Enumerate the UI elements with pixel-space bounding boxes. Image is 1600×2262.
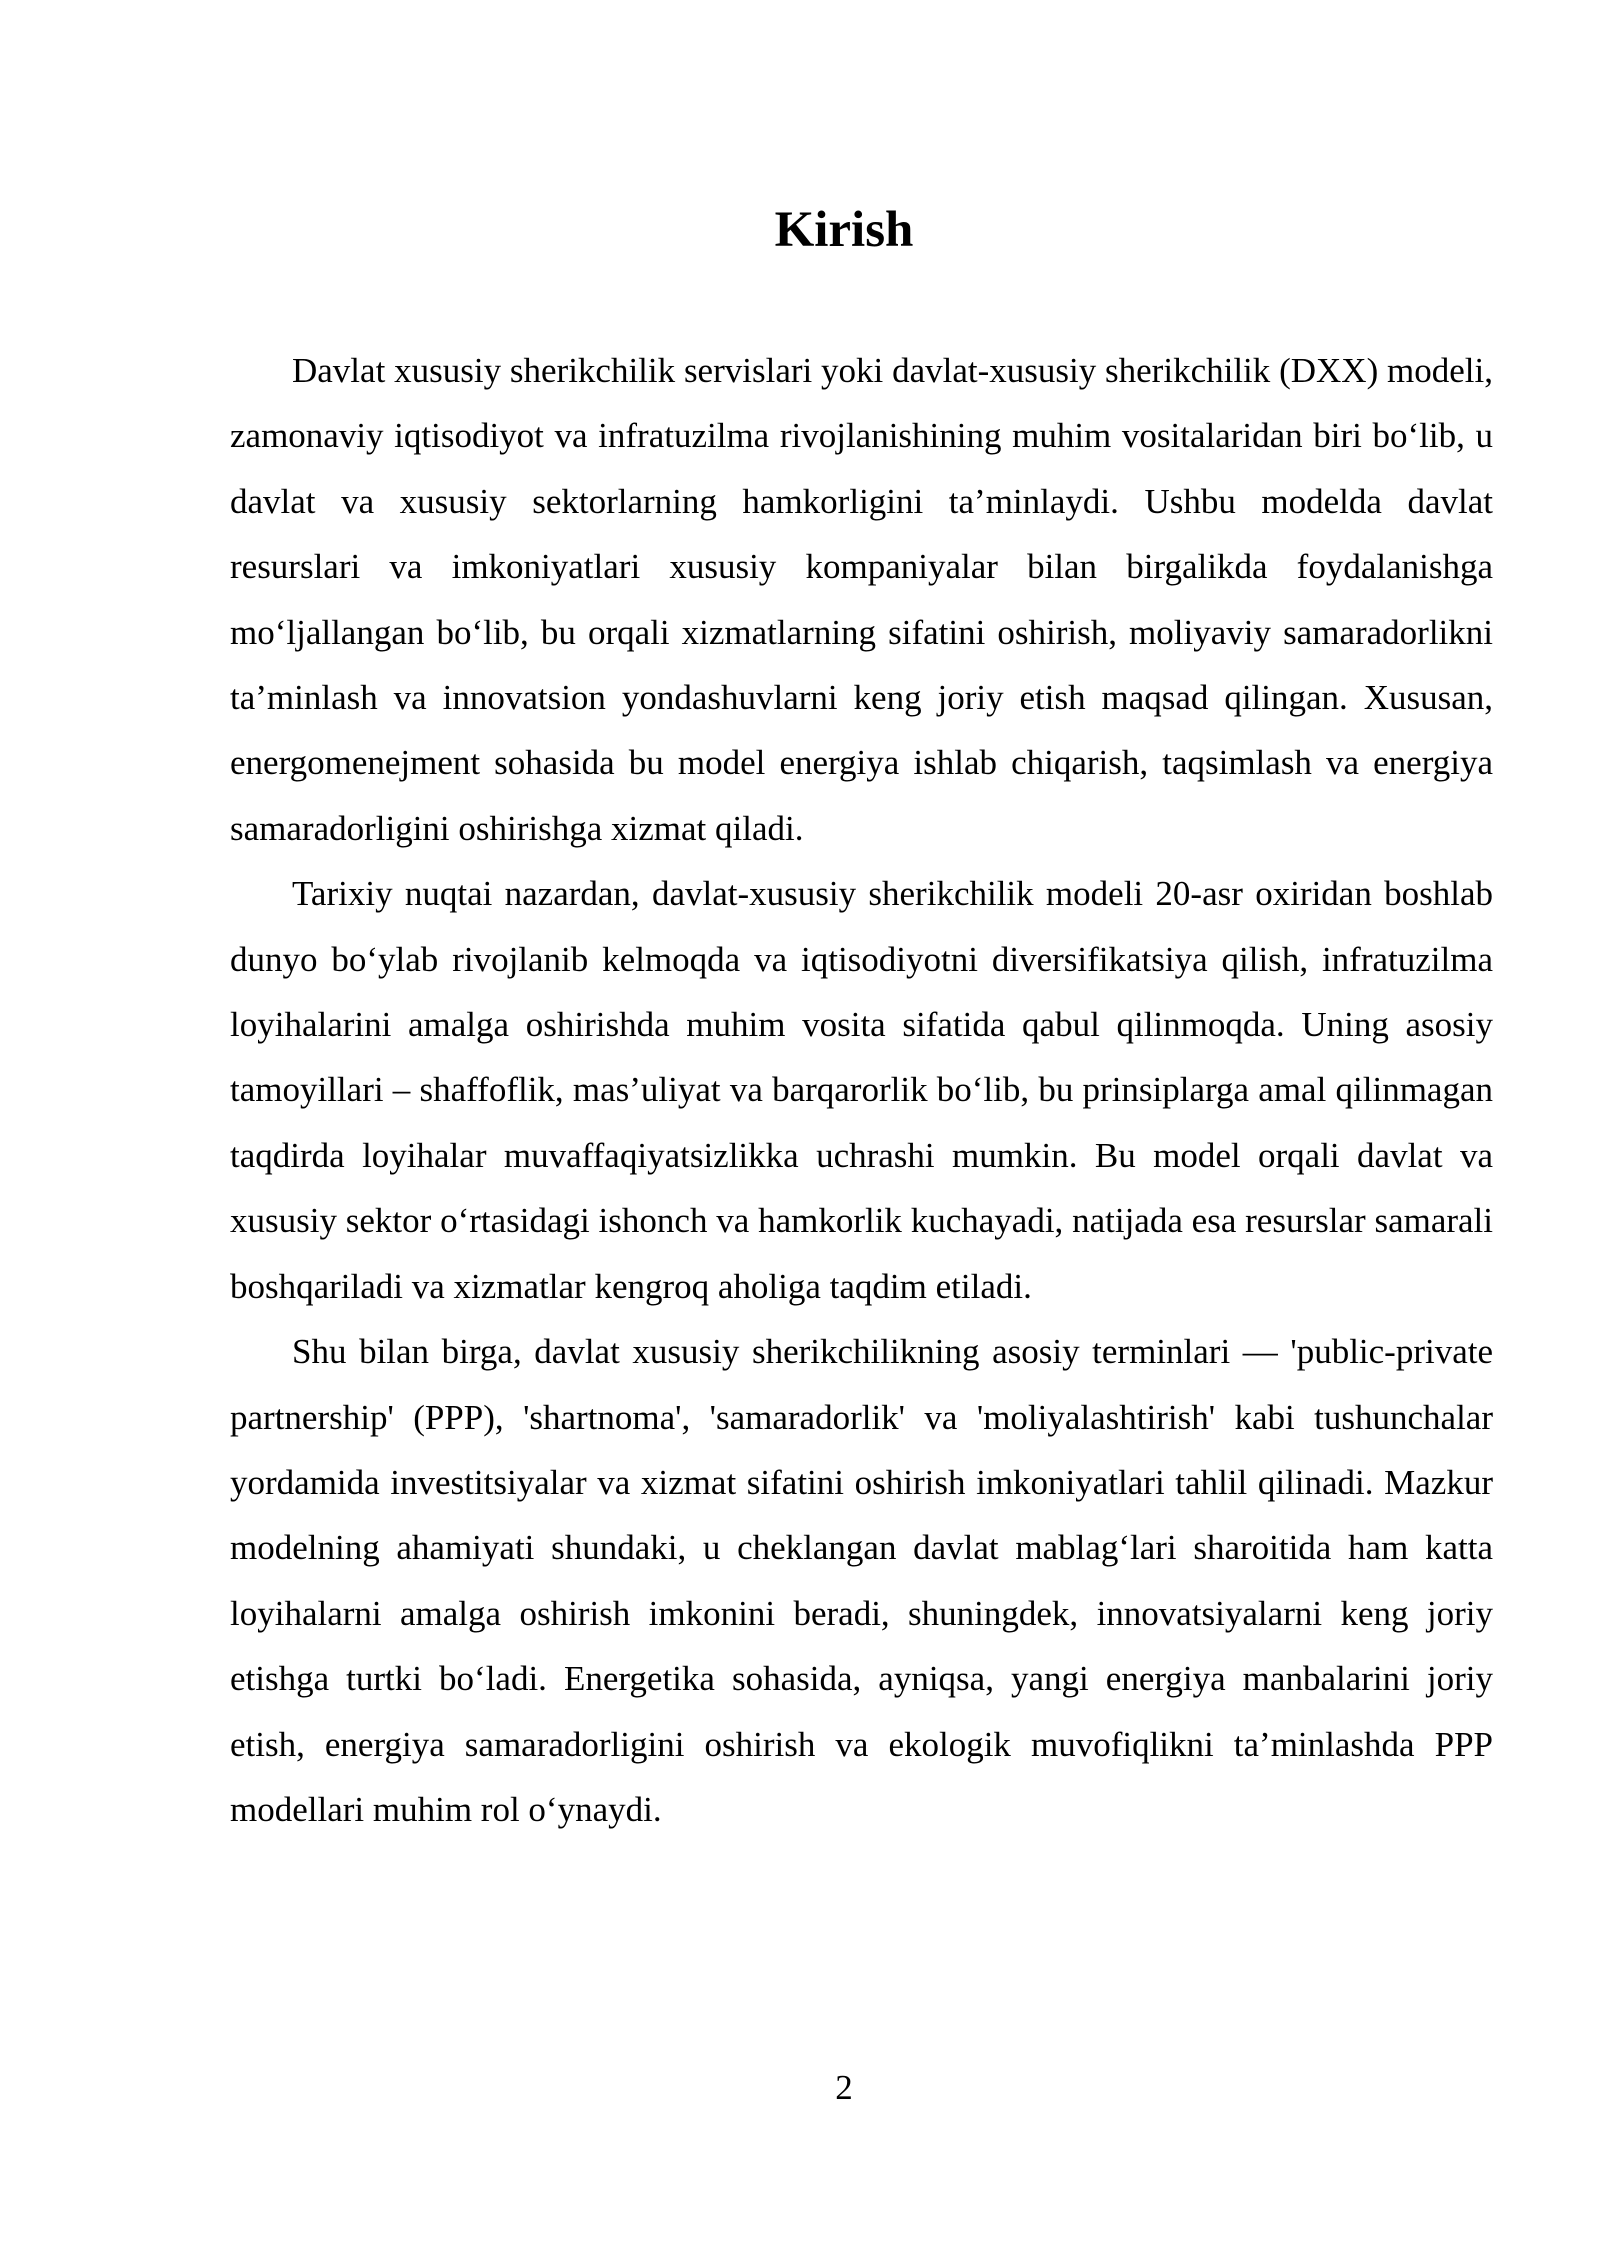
paragraph-3: Shu bilan birga, davlat xususiy sherikchilikning asosiy terminlari — 'public-private partnership' (PPP), 'shartnoma', 'samaradorlik' va 'moliyalashtirish' kabi tushunchalar yordamida investitsiyalar va xizmat sifatini oshirish imkoniyatlari tahlil qilinadi. Mazkur modelning ahamiyati shundaki, u cheklangan davlat mablag‘lari sharoitida ham katta loyihalarni amalga oshirish imkonini beradi, shuningdek, innovatsiyalarni keng joriy etishga turtki bo‘ladi. Energetika sohasida, ayniqsa, yangi energiya manbalarini joriy etish, energiya samaradorligini oshirish va ekologik muvofiqlikni ta’minlashda PPP modellari muhim rol o‘ynaydi. (230, 1332, 1493, 1829)
paragraph-1: Davlat xususiy sherikchilik servislari yoki davlat-xususiy sherikchilik (DXX) modeli, zamonaviy iqtisodiyot va infratuzilma rivojlanishining muhim vositalaridan biri bo‘lib, u davlat va xususiy sektorlarning hamkorligini ta’minlaydi. Ushbu modelda davlat resurslari va imkoniyatlari xususiy kompaniyalar bilan birgalikda foydalanishga mo‘ljallangan bo‘lib, bu orqali xizmatlarning sifatini oshirish, moliyaviy samaradorlikni ta’minlash va innovatsion yondashuvlarni keng joriy etish maqsad qilingan. Xususan, energomenejment sohasida bu model energiya ishlab chiqarish, taqsimlash va energiya samaradorligini oshirishga xizmat qiladi. (230, 351, 1493, 848)
paragraph-2: Tarixiy nuqtai nazardan, davlat-xususiy sherikchilik modeli 20-asr oxiridan boshlab dunyo bo‘ylab rivojlanib kelmoqda va iqtisodiyotni diversifikatsiya qilish, infratuzilma loyihalarini amalga oshirishda muhim vosita sifatida qabul qilinmoqda. Uning asosiy tamoyillari – shaffoflik, mas’uliyat va barqarorlik bo‘lib, bu prinsiplarga amal qilinmagan taqdirda loyihalar muvaffaqiyatsizlikka uchrashi mumkin. Bu model orqali davlat va xususiy sektor o‘rtasidagi ishonch va hamkorlik kuchayadi, natijada esa resurslar samarali boshqariladi va xizmatlar kengroq aholiga taqdim etiladi. (230, 874, 1493, 1306)
document-body (230, 338, 1493, 1842)
page-title: Kirish (774, 202, 914, 258)
page-number: 2 (835, 2068, 853, 2107)
